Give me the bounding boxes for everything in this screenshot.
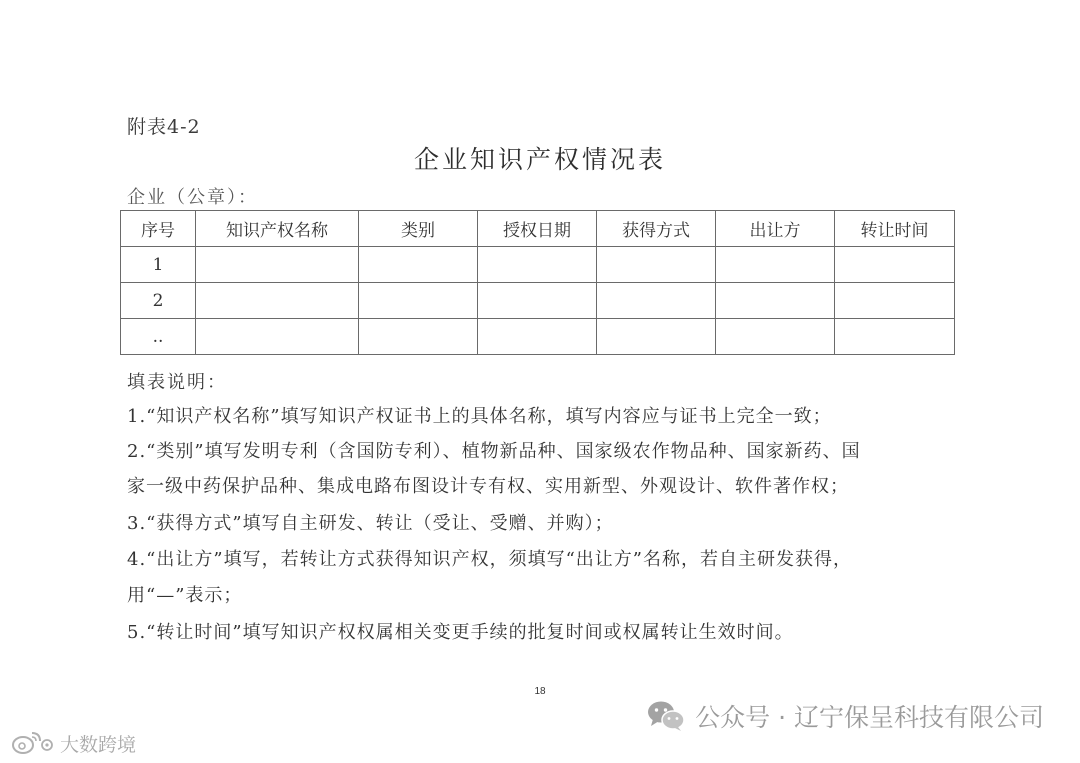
company-seal-label: 企业（公章）： (127, 187, 258, 208)
table-cell (597, 247, 716, 283)
attachment-label: 附表4-2 (127, 116, 201, 138)
wechat-watermark-text: 公众号 · 辽宁保呈科技有限公司 (695, 703, 1044, 732)
table-cell (359, 283, 478, 319)
table-cell (716, 283, 835, 319)
table-cell: 2 (121, 283, 196, 319)
weibo-watermark (10, 728, 136, 758)
column-header-transfer-time: 转让时间 (835, 211, 955, 247)
table-cell (597, 283, 716, 319)
table-cell (597, 319, 716, 355)
table-cell (716, 247, 835, 283)
table-cell (478, 319, 597, 355)
note-line-4-continued: 用“—”表示； (127, 585, 243, 606)
page-number: 18 (534, 686, 546, 697)
column-header-index: 序号 (121, 211, 196, 247)
wechat-icon (647, 700, 685, 732)
weibo-watermark-text: 大数跨境 (60, 733, 137, 756)
table-row (121, 319, 955, 355)
column-header-acquisition-method: 获得方式 (597, 211, 716, 247)
table-cell (359, 319, 478, 355)
column-header-transferor: 出让方 (716, 211, 835, 247)
column-header-ip-name: 知识产权名称 (196, 211, 359, 247)
page-title: 企业知识产权情况表 (413, 145, 666, 174)
ip-table (120, 210, 955, 355)
table-row (121, 247, 955, 283)
table-cell (716, 319, 835, 355)
table-cell (196, 319, 359, 355)
table-cell: .. (121, 319, 196, 355)
table-row (121, 283, 955, 319)
column-header-grant-date: 授权日期 (478, 211, 597, 247)
table-cell (835, 319, 955, 355)
table-cell (196, 283, 359, 319)
table-cell (196, 247, 359, 283)
table-cell (478, 247, 597, 283)
note-line-2-continued: 家一级中药保护品种、集成电路布图设计专有权、实用新型、外观设计、软件著作权； (127, 476, 849, 497)
column-header-category: 类别 (359, 211, 478, 247)
note-line-1: 1.“知识产权名称”填写知识产权证书上的具体名称，填写内容应与证书上完全一致； (127, 406, 832, 427)
note-line-2: 2.“类别”填写发明专利（含国防专利）、植物新品种、国家级农作物品种、国家新药、国 (127, 441, 861, 462)
table-cell: 1 (121, 247, 196, 283)
notes-title: 填表说明： (127, 372, 227, 393)
table-cell (478, 283, 597, 319)
note-line-4: 4.“出让方”填写，若转让方式获得知识产权，须填写“出让方”名称，若自主研发获得， (127, 549, 852, 570)
note-line-5: 5.“转让时间”填写知识产权权属相关变更手续的批复时间或权属转让生效时间。 (127, 622, 794, 643)
table-cell (835, 247, 955, 283)
note-line-3: 3.“获得方式”填写自主研发、转让（受让、受赠、并购）； (127, 513, 614, 534)
weibo-icon (10, 728, 56, 758)
table-header-row (121, 211, 955, 247)
wechat-watermark (647, 698, 1044, 734)
table-cell (835, 283, 955, 319)
table-cell (359, 247, 478, 283)
